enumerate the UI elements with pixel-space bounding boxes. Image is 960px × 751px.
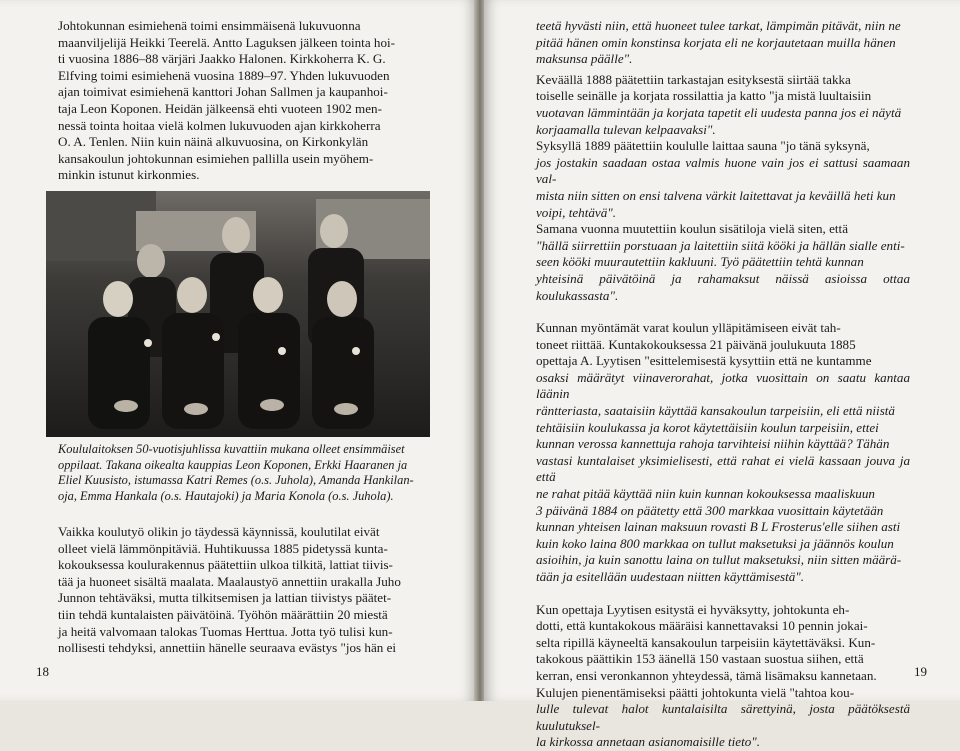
paragraph-5: Kunnan myöntämät varat koulun ylläpitämiseen eivät tah- toneet riittää. Kuntakokouksessa 21 päivänä joulukuuta 1885 opettaja A. Lyytisen "esittelemisestä kysyttiin että ne kuntamme osaksi määrätyt viinaverorahat, jotka vuosittain on saatu kantaa läänin räntteriasta, saataisiin käyttää kansakoulun tarpeisiin, eli että niistä tehtäisiin koulukassa ja korot käytettäisiin koulun tarpeisiin, ettei kunnan verossa kannettuja rahoja tarvihteisi niihin käyttää? Tähän vastasi kuntalaiset yksimielisesti, että rahat ei vielä kassaan jouva ja että ne rahat pitää käyttää niin kuin kunnan kokouksessa maaliskuun 3 päivänä 1884 on päätetty että 300 markkaa vuosittain käytetään kunnan yhteisen lainan maksuun rovasti B L Frosterus'elle siihen asti kuin koko laina 800 markkaa on tullut maksetuksi ja jäännös koulun asioihin, ja kuin sanottu laina on tullut maksetuksi, niin sitten määrä- tään ja esitellään uudestaan niitten käyttämisestä".	[536, 320, 910, 584]
right-page	[484, 0, 960, 750]
page-number-left: 18	[36, 664, 49, 679]
page-number-right: 19	[914, 664, 927, 679]
photo-caption: Koululaitoksen 50-vuotisjuhlissa kuvattiin mukana olleet ensimmäiset oppilaat. Takana oikealta kauppias Leon Koponen, Erkki Haaranen ja Eliel Kuusisto, istumassa Katri Remes (o.s. Juhola), Amanda Hankilan- oja, Emma Hankala (o.s. Hautajoki) ja Maria Konola (o.s. Juhola).	[58, 442, 414, 503]
group-photo-image	[46, 191, 430, 437]
paragraph-3: Syksyllä 1889 päätettiin koululle laittaa sauna "jo tänä syksynä, jos jostakin saadaan ostaa valmis huone vain jos ei sattusi saamaan val- mista niin sitten on ensi talvena värkit laitettavat ja keväillä heti kun voipi, tehtävä".	[536, 138, 910, 220]
group-photo	[46, 191, 430, 437]
right-page-body	[536, 18, 910, 751]
paragraph-2: Keväällä 1888 päätettiin tarkastajan esityksestä siirtää takka toiselle seinälle ja korjata rossilattia ja katto "ja mistä luultaisiin vuotavan lämmintään ja korjata tapetit eli uudesta panna jos ei näytä korjaamalla tulevan kelpaavaksi".	[536, 71, 902, 137]
left-page	[0, 0, 476, 701]
intro-paragraph: Johtokunnan esimiehenä toimi ensimmäisenä lukuvuonna maanviljelijä Heikki Teerelä. Antto Laguksen jälkeen tointa hoi- ti vuosina 1886–88 värjäri Jaakko Halonen. Kirkkoherra K. G. Elfving toimi esimiehenä vuosina 1889–97. Yhden lukuvuoden ajan toimivat esimiehenä kanttori Johan Sallmen ja kaupanhoi- taja Leon Koponen. Heidän jälkeensä ehti vuoteen 1902 men- nessä tointa hoitaa vielä kolmen lukuvuoden ajan kirkkoherra O. A. Tenlen. Niin kuin näinä alkuvuosina, on Kirkonkylän kansakoulun johtokunnan esimiehen pallilla usein myöhem- minkin istunut kirkonmies.	[58, 18, 395, 183]
closing-paragraph: Vaikka koulutyö olikin jo täydessä käynnissä, koulutilat eivät olleet vielä lämmönpitäviä. Huhtikuussa 1885 pidetyssä kunta- kokouksessa koulurakennus päätettiin ulkoa tilkitä, lattiat tiivis- tää ja huoneet sisältä maalata. Maalaustyö annettiin urakalla Juho Junnon tehtäväksi, mutta tilkitsemisen ja lattian tiivistys päätet- tiin tehdä kuntalaisten päivätöinä. Työhön määrättiin 20 miestä ja heitä valvomaan talokas Tuomas Herttua. Jotta työ tulisi kun- nollisesti tehdyksi, annettiin hänelle seuraava evästys "jos hän ei	[58, 524, 401, 656]
paragraph-1: teetä hyvästi niin, että huoneet tulee tarkat, lämpimän pitävät, niin ne pitää hänen omin konstinsa korjata eli ne korjautetaan muilla hänen maksunsa päälle".	[536, 18, 901, 67]
paragraph-6: Kun opettaja Lyytisen esitystä ei hyväksytty, johtokunta eh- dotti, että kuntakokous määräisi kannettavaksi 10 pennin jokai- selta ripillä käyneeltä kansakoulun tarpeisiin käytettäväksi. Kun- takokous päättikin 153 äänellä 150 vastaan suostua siihen, että kerran, ensi veronkannon yhteydessä, tämä lisämaksu kannetaan. Kulujen pienentämiseksi päätti johtokunta vielä "tahtoa kou- lulle tulevat halot kuntalaisilta särettyinä, josta päätöksestä kuulutuksel- la kirkossa annetaan asianomaisille tieto".	[536, 601, 910, 750]
paragraph-4: Samana vuonna muutettiin koulun sisätiloja vielä siten, että "hällä siirrettiin porstuaan ja laitettiin siitä kööki ja hällän sialle enti- seen kööki muurautettiin kakluuni. Työ päätettiin tehtä kunnan yhteisinä päivätöinä ja rahamaksut näissä asioissa ottaa koulukassasta".	[536, 221, 910, 303]
